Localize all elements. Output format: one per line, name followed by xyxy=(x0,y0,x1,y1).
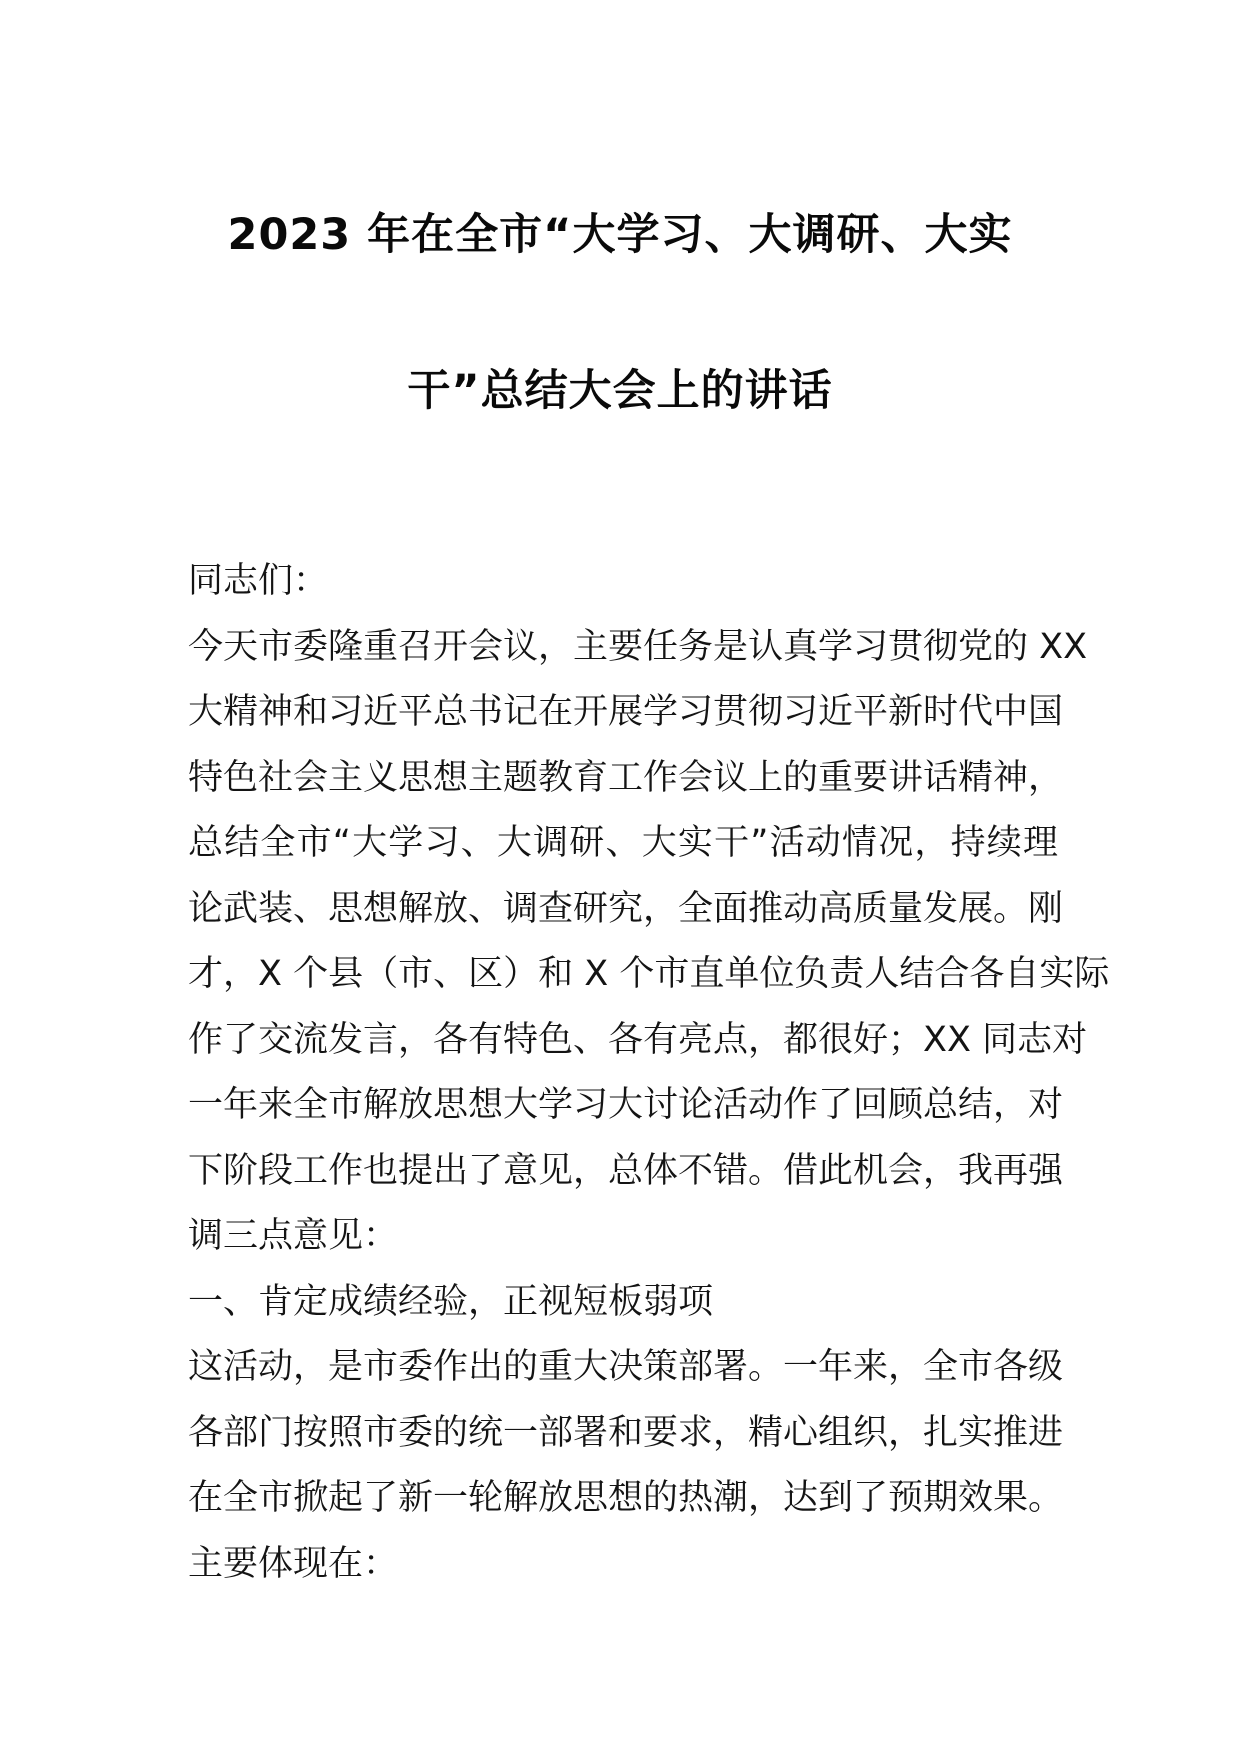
section-heading: 一、肯定成绩经验，正视短板弱项 xyxy=(188,1281,714,1322)
body-line: 下阶段工作也提出了意见，总体不错。借此机会，我再强 xyxy=(188,1150,1064,1191)
body-line: 调三点意见： xyxy=(188,1216,399,1256)
body-line: 一年来全市解放思想大学习大讨论活动作了回顾总结，对 xyxy=(188,1085,1064,1125)
body-line: 这活动，是市委作出的重大决策部署。一年来，全市各级 xyxy=(188,1347,1064,1387)
body-line: 才，X 个县（市、区）和 X 个市直单位负责人结合各自实际 xyxy=(188,954,1110,994)
document-title-line-2: 干”总结大会上的讲话 xyxy=(407,366,833,416)
body-line: 总结全市“大学习、大调研、大实干”活动情况，持续理 xyxy=(188,823,1058,863)
body-line: 今天市委隆重召开会议，主要任务是认真学习贯彻党的 XX xyxy=(188,626,1088,667)
body-line: 各部门按照市委的统一部署和要求，精心组织，扎实推进 xyxy=(188,1412,1064,1453)
body-line: 大精神和习近平总书记在开展学习贯彻习近平新时代中国 xyxy=(188,692,1064,732)
body-line: 特色社会主义思想主题教育工作会议上的重要讲话精神， xyxy=(188,757,1064,798)
document-title-line-1: 2023 年在全市“大学习、大调研、大实 xyxy=(227,210,1013,260)
salutation: 同志们： xyxy=(188,561,329,601)
document-body xyxy=(188,549,1110,1597)
body-line: 作了交流发言，各有特色、各有亮点，都很好；XX 同志对 xyxy=(188,1019,1088,1060)
body-line: 主要体现在： xyxy=(188,1543,399,1584)
body-line: 在全市掀起了新一轮解放思想的热潮，达到了预期效果。 xyxy=(188,1478,1064,1518)
body-line: 论武装、思想解放、调查研究，全面推动高质量发展。刚 xyxy=(188,888,1064,929)
